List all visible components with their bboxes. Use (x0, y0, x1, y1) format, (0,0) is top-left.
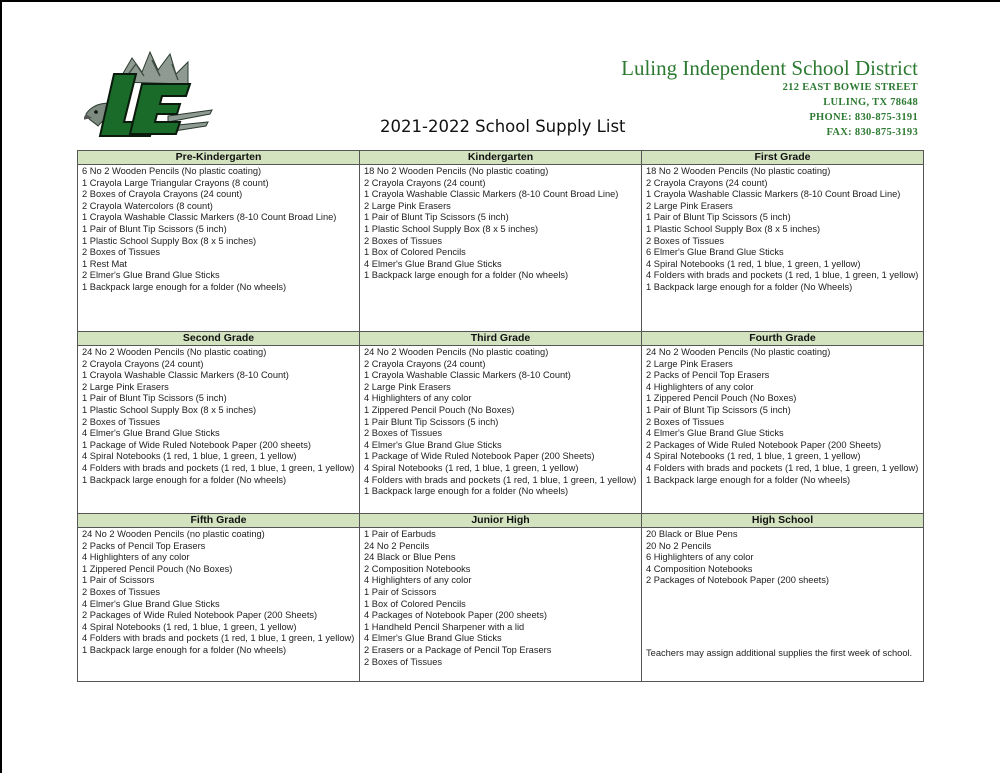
supply-item: 1 Plastic School Supply Box (8 x 5 inches) (364, 223, 539, 234)
teacher-note: Teachers may assign additional supplies the first week of school. (646, 647, 913, 658)
grade-items-cell (360, 346, 642, 514)
supply-item: 20 No 2 Pencils (646, 540, 712, 551)
supply-item: 1 Pair of Blunt Tip Scissors (5 inch) (646, 404, 791, 415)
grade-items-cell (360, 528, 642, 682)
supply-item: 4 Elmer's Glue Brand Glue Sticks (364, 258, 502, 269)
supply-item: 4 Spiral Notebooks (1 red, 1 blue, 1 green, 1 yellow) (82, 621, 297, 632)
supply-item: 1 Backpack large enough for a folder (No wheels) (82, 644, 287, 655)
grade-heading: Fifth Grade (78, 514, 360, 528)
supply-item: 2 Crayola Watercolors (8 count) (82, 200, 213, 211)
supply-item: 1 Backpack large enough for a folder (No wheels) (82, 281, 287, 292)
supply-item: 24 Black or Blue Pens (364, 552, 456, 563)
supply-item: 2 Crayola Crayons (24 count) (364, 177, 486, 188)
supply-item: 1 Box of Colored Pencils (364, 247, 466, 258)
supply-item: 2 Erasers or a Package of Pencil Top Erasers (364, 644, 552, 655)
supply-item: 24 No 2 Wooden Pencils (No plastic coating) (364, 347, 549, 357)
supply-item: 4 Folders with brads and pockets (1 red, 1 blue, 1 green, 1 yellow) (646, 462, 919, 473)
school-logo-eagle-icon (84, 50, 214, 142)
supply-item: 1 Plastic School Supply Box (8 x 5 inches) (82, 235, 257, 246)
items-row-3 (78, 528, 924, 682)
supply-item: 20 Black or Blue Pens (646, 529, 738, 539)
header-row-2 (78, 332, 924, 346)
supply-item: 2 Large Pink Erasers (364, 200, 451, 211)
supply-item: 1 Package of Wide Ruled Notebook Paper (200 sheets) (82, 439, 311, 450)
supply-item: 2 Boxes of Tissues (646, 416, 725, 427)
supply-item: 18 No 2 Wooden Pencils (No plastic coating) (364, 166, 549, 176)
supply-item: 4 Folders with brads and pockets (1 red, 1 blue, 1 green, 1 yellow) (82, 633, 355, 644)
supply-item: 24 No 2 Pencils (364, 540, 430, 551)
supply-item: 1 Box of Colored Pencils (364, 598, 466, 609)
supply-item: 2 Elmer's Glue Brand Glue Sticks (82, 270, 220, 281)
supply-item: 1 Crayola Washable Classic Markers (8-10 Count Broad Line) (646, 189, 901, 200)
supply-item: 2 Crayola Crayons (24 count) (364, 358, 486, 369)
supply-item: 2 Boxes of Tissues (82, 586, 161, 597)
items-row-2 (78, 346, 924, 514)
supply-item: 6 No 2 Wooden Pencils (No plastic coating) (82, 166, 262, 176)
supply-item: 4 Packages of Notebook Paper (200 sheets) (364, 610, 547, 621)
supply-item: 4 Folders with brads and pockets (1 red, 1 blue, 1 green, 1 yellow) (364, 474, 637, 485)
supply-item: 1 Backpack large enough for a folder (No wheels) (364, 270, 569, 281)
supply-item: 2 Packages of Notebook Paper (200 sheets) (646, 575, 829, 586)
header-row-1 (78, 151, 924, 165)
items-row-1 (78, 165, 924, 332)
frame-top-border (0, 0, 1000, 2)
grade-items-cell (78, 165, 360, 332)
supply-item: 4 Elmer's Glue Brand Glue Sticks (364, 633, 502, 644)
supply-item: 4 Spiral Notebooks (1 red, 1 blue, 1 green, 1 yellow) (646, 451, 861, 462)
supply-item: 2 Boxes of Tissues (364, 235, 443, 246)
grade-items-cell (78, 346, 360, 514)
supply-item: 2 Packs of Pencil Top Erasers (82, 540, 206, 551)
supply-item: 1 Pair of Scissors (82, 575, 155, 586)
supply-item: 1 Backpack large enough for a folder (No wheels) (82, 474, 287, 485)
supply-item: 2 Composition Notebooks (364, 563, 471, 574)
supply-item: 4 Highlighters of any color (82, 552, 190, 563)
supply-item: 4 Composition Notebooks (646, 563, 753, 574)
grade-items-cell (642, 165, 924, 332)
grade-items-cell (642, 528, 924, 682)
supply-item: 24 No 2 Wooden Pencils (No plastic coating) (82, 347, 267, 357)
page-title: 2021-2022 School Supply List (380, 117, 626, 136)
grade-items-cell (78, 528, 360, 682)
supply-item: 2 Boxes of Crayola Crayons (24 count) (82, 189, 243, 200)
supply-item: 1 Pair of Scissors (364, 586, 437, 597)
supply-item: 1 Package of Wide Ruled Notebook Paper (200 Sheets) (364, 451, 595, 462)
supply-item: 1 Crayola Washable Classic Markers (8-10 Count) (364, 370, 571, 381)
supply-item: 4 Folders with brads and pockets (1 red, 1 blue, 1 green, 1 yellow) (646, 270, 919, 281)
supply-item: 6 Highlighters of any color (646, 552, 754, 563)
grade-heading: Junior High (360, 514, 642, 528)
supply-item: 1 Crayola Large Triangular Crayons (8 count) (82, 177, 269, 188)
supply-item: 2 Packages of Wide Ruled Notebook Paper (200 Sheets) (646, 439, 882, 450)
grade-heading: Second Grade (78, 332, 360, 346)
grade-items-cell (360, 165, 642, 332)
supply-item: 4 Elmer's Glue Brand Glue Sticks (364, 439, 502, 450)
supply-item: 1 Pair Blunt Tip Scissors (5 inch) (364, 416, 499, 427)
supply-item: 2 Large Pink Erasers (82, 381, 169, 392)
supply-item: 2 Large Pink Erasers (646, 200, 733, 211)
grade-heading: Fourth Grade (642, 332, 924, 346)
address-street: 212 EAST BOWIE STREET (782, 82, 918, 93)
grade-heading: First Grade (642, 151, 924, 165)
grade-heading: Pre-Kindergarten (78, 151, 360, 165)
supply-item: 1 Pair of Blunt Tip Scissors (5 inch) (646, 212, 791, 223)
supply-item: 1 Pair of Blunt Tip Scissors (5 inch) (364, 212, 509, 223)
supply-item: 4 Highlighters of any color (364, 393, 472, 404)
supply-item: 4 Spiral Notebooks (1 red, 1 blue, 1 green, 1 yellow) (364, 462, 579, 473)
supply-item: 2 Boxes of Tissues (364, 428, 443, 439)
supply-item: 4 Elmer's Glue Brand Glue Sticks (646, 428, 784, 439)
supply-item: 1 Plastic School Supply Box (8 x 5 inches) (82, 404, 257, 415)
address-phone: PHONE: 830-875-3191 (809, 112, 918, 123)
supply-table (77, 150, 924, 682)
supply-item: 2 Packages of Wide Ruled Notebook Paper (200 Sheets) (82, 610, 318, 621)
supply-item: 1 Crayola Washable Classic Markers (8-10 Count) (82, 370, 289, 381)
supply-item: 1 Handheld Pencil Sharpener with a lid (364, 621, 525, 632)
grade-items-cell (642, 346, 924, 514)
supply-item: 24 No 2 Wooden Pencils (No plastic coating) (646, 347, 831, 357)
supply-item: 1 Backpack large enough for a folder (No wheels) (364, 486, 569, 497)
address-city: LULING, TX 78648 (823, 97, 918, 108)
supply-item: 1 Zippered Pencil Pouch (No Boxes) (82, 563, 233, 574)
supply-item: 2 Packs of Pencil Top Erasers (646, 370, 770, 381)
grade-heading: Third Grade (360, 332, 642, 346)
supply-item: 4 Highlighters of any color (646, 381, 754, 392)
supply-item: 1 Backpack large enough for a folder (No wheels) (646, 474, 851, 485)
supply-item: 2 Boxes of Tissues (82, 416, 161, 427)
address-fax: FAX: 830-875-3193 (826, 127, 918, 138)
supply-item: 1 Backpack large enough for a folder (No Wheels) (646, 281, 853, 292)
supply-item: 2 Large Pink Erasers (364, 381, 451, 392)
frame-left-border (0, 0, 2, 773)
supply-item: 4 Highlighters of any color (364, 575, 472, 586)
supply-item: 2 Boxes of Tissues (82, 247, 161, 258)
supply-item: 1 Zippered Pencil Pouch (No Boxes) (364, 404, 515, 415)
supply-item: 6 Elmer's Glue Brand Glue Sticks (646, 247, 784, 258)
supply-item: 4 Spiral Notebooks (1 red, 1 blue, 1 green, 1 yellow) (646, 258, 861, 269)
supply-item: 1 Zippered Pencil Pouch (No Boxes) (646, 393, 797, 404)
supply-item: 2 Boxes of Tissues (364, 656, 443, 667)
supply-item: 2 Boxes of Tissues (646, 235, 725, 246)
grade-heading: Kindergarten (360, 151, 642, 165)
supply-item: 4 Elmer's Glue Brand Glue Sticks (82, 428, 220, 439)
supply-item: 4 Elmer's Glue Brand Glue Sticks (82, 598, 220, 609)
supply-item: 24 No 2 Wooden Pencils (no plastic coating) (82, 529, 265, 539)
supply-item: 1 Crayola Washable Classic Markers (8-10 Count Broad Line) (82, 212, 337, 223)
supply-item: 1 Plastic School Supply Box (8 x 5 inches) (646, 223, 821, 234)
supply-item: 1 Rest Mat (82, 258, 127, 269)
district-name: Luling Independent School District (621, 56, 918, 80)
supply-item: 1 Pair of Earbuds (364, 529, 436, 539)
supply-item: 4 Folders with brads and pockets (1 red, 1 blue, 1 green, 1 yellow) (82, 462, 355, 473)
supply-item: 1 Pair of Blunt Tip Scissors (5 inch) (82, 223, 227, 234)
supply-item: 1 Crayola Washable Classic Markers (8-10 Count Broad Line) (364, 189, 619, 200)
supply-item: 2 Crayola Crayons (24 count) (82, 358, 204, 369)
supply-item: 4 Spiral Notebooks (1 red, 1 blue, 1 green, 1 yellow) (82, 451, 297, 462)
header-row-3 (78, 514, 924, 528)
supply-item: 2 Crayola Crayons (24 count) (646, 177, 768, 188)
grade-heading: High School (642, 514, 924, 528)
supply-item: 1 Pair of Blunt Tip Scissors (5 inch) (82, 393, 227, 404)
supply-item: 18 No 2 Wooden Pencils (No plastic coating) (646, 166, 831, 176)
supply-item: 2 Large Pink Erasers (646, 358, 733, 369)
